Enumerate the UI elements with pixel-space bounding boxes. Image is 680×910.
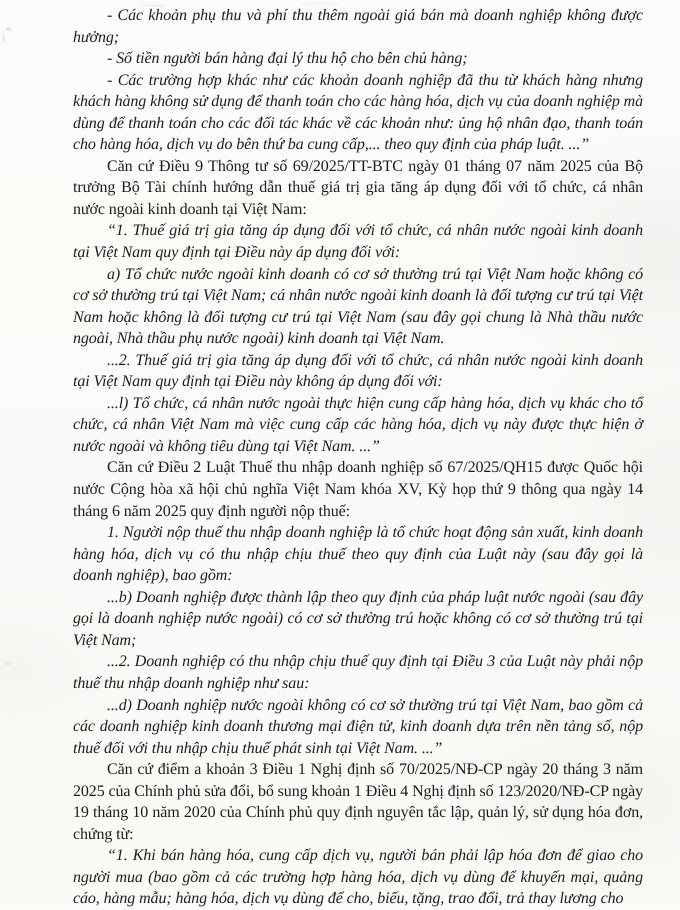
document-paragraph: - Các trường hợp khác như các khoản doanh nghiệp đã thu từ khách hàng nhưng khách hàng không sử dụng để thanh toán cho các hàng hóa, dịch vụ của doanh nghiệp mà dùng để thanh toán cho các đối tác khác về các khoản như: ủng hộ nhân đạo, thanh toán cho hàng hóa, dịch vụ do bên thứ ba cung cấp,... theo quy định của pháp luật. ...” — [73, 71, 644, 154]
scan-artifact — [2, 34, 5, 43]
document-paragraph: Căn cứ Điều 9 Thông tư số 69/2025/TT-BTC ngày 01 tháng 07 năm 2025 của Bộ trưởng Bộ Tài chính hướng dẫn thuế giá trị gia tăng áp dụng đối với tổ chức, cá nhân nước ngoài kinh doanh tại Việt Nam: — [73, 157, 643, 218]
document-paragraph: ...b) Doanh nghiệp được thành lập theo quy định của pháp luật nước ngoài (sau đây gọi là doanh nghiệp nước ngoài) có cơ sở thường trú hoặc không có cơ sở thường trú tại Việt Nam; — [73, 588, 643, 649]
document-paragraph: ...2. Doanh nghiệp có thu nhập chịu thuế quy định tại Điều 3 của Luật này phải nộp thuế thu nhập doanh nghiệp như sau: — [73, 653, 643, 692]
document-paragraph: ...2. Thuế giá trị gia tăng áp dụng đối với tổ chức, cá nhân nước ngoài kinh doanh tại Việt Nam quy định tại Điều này không áp dụng đối với: — [73, 351, 643, 391]
document-paragraph: ...l) Tổ chức, cá nhân nước ngoài thực hiện cung cấp hàng hóa, dịch vụ khác cho tổ chức, cá nhân Việt Nam mà việc cung cấp các hàng hóa, dịch vụ này được thực hiện ở nước ngoài và không tiêu dùng tại Việt Nam. ...” — [73, 394, 643, 455]
scan-artifact — [4, 662, 12, 665]
document-paragraph: 1. Người nộp thuế thu nhập doanh nghiệp là tổ chức hoạt động sản xuất, kinh doanh hàng hóa, dịch vụ có thu nhập chịu thuế theo quy định của Luật này (sau đây gọi là doanh nghiệp), bao gồm: — [73, 524, 643, 585]
document-paragraph: a) Tổ chức nước ngoài kinh doanh có cơ sở thường trú tại Việt Nam hoặc không có cơ sở thường trú tại Việt Nam; cá nhân nước ngoài kinh doanh là đối tượng cư trú tại Việt Nam hoặc không là đối tượng cư trú tại Việt Nam (sau đây gọi chung là Nhà thầu nước ngoài, Nhà thầu phụ nước ngoài) kinh doanh tại Việt Nam. — [73, 265, 643, 348]
document-body — [73, 5, 643, 910]
document-paragraph: - Số tiền người bán hàng đại lý thu hộ cho bên chủ hàng; — [107, 50, 468, 68]
document-paragraph: “1. Thuế giá trị gia tăng áp dụng đối với tổ chức, cá nhân nước ngoài kinh doanh tại Việt Nam quy định tại Điều này áp dụng đối với: — [73, 222, 643, 262]
document-paragraph: Căn cứ điểm a khoản 3 Điều 1 Nghị định số 70/2025/NĐ-CP ngày 20 tháng 3 năm 2025 của Chính phủ sửa đổi, bổ sung khoản 1 Điều 4 Nghị định số 123/2020/NĐ-CP ngày 19 tháng 10 năm 2020 của Chính phủ quy định nguyên tắc lập, quản lý, sử dụng hóa đơn, chứng từ: — [73, 761, 643, 843]
document-paragraph: “1. Khi bán hàng hóa, cung cấp dịch vụ, người bán phải lập hóa đơn để giao cho người mua (bao gồm cả các trường hợp hàng hóa, dịch vụ dùng để khuyến mại, quảng cáo, hàng mẫu; hàng hóa, dịch vụ dùng để cho, biếu, tặng, trao đổi, trả thay lương cho — [73, 847, 643, 908]
document-paragraph: - Các khoản phụ thu và phí thu thêm ngoài giá bán mà doanh nghiệp không được hưởng; — [73, 7, 643, 46]
document-paragraph: ...d) Doanh nghiệp nước ngoài không có cơ sở thường trú tại Việt Nam, bao gồm cả các doanh nghiệp kinh doanh thương mại điện tử, kinh doanh dựa trên nền tảng số, nộp thuế đối với thu nhập chịu thuế phát sinh tại Việt Nam. ...” — [73, 696, 643, 757]
document-paragraph: Căn cứ Điều 2 Luật Thuế thu nhập doanh nghiệp số 67/2025/QH15 được Quốc hội nước Cộng hòa xã hội chủ nghĩa Việt Nam khóa XV, Kỳ họp thứ 9 thông qua ngày 14 tháng 6 năm 2025 quy định người nộp thuế: — [73, 459, 643, 520]
scan-artifact — [6, 27, 11, 31]
